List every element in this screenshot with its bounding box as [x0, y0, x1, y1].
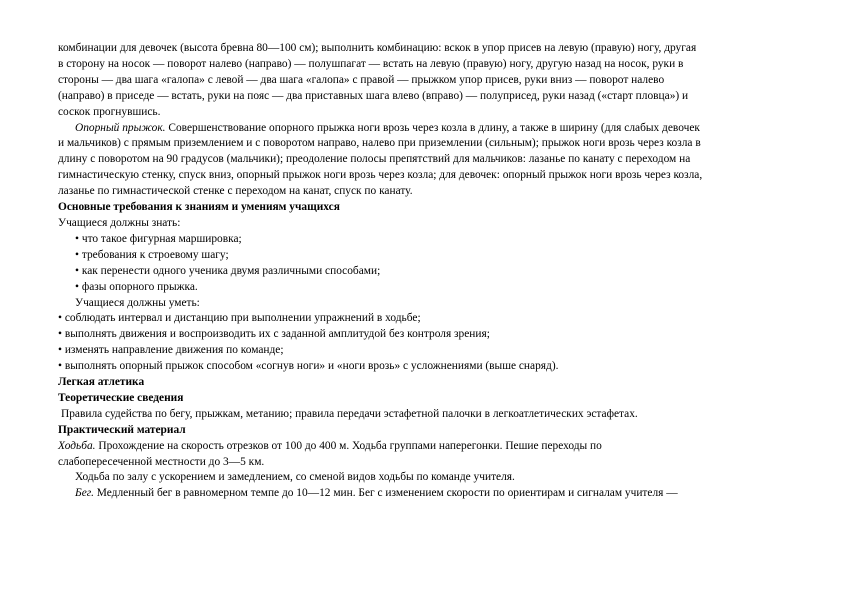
text-line: гимнастическую стенку, спуск вниз, опорный прыжок ноги врозь через козла; для девочек: опорный прыжок ноги врозь через козла,	[58, 169, 703, 182]
text-line: в сторону на носок — поворот налево (направо) — полушпагат — встать на левую (правую) ногу, другую назад на носок, руки в	[58, 57, 684, 70]
walking-hall-text: Ходьба по залу с ускорением и замедлением, со сменой видов ходьбы по команде учителя.	[75, 471, 515, 484]
list-item: • соблюдать интервал и дистанцию при выполнении упражнений в ходьбе;	[58, 312, 421, 325]
gymnastics-combination-paragraph	[58, 41, 786, 121]
vault-lead: Опорный прыжок.	[75, 121, 166, 134]
theory-text: Правила судейства по бегу, прыжкам, метанию; правила передачи эстафетной палочки в легкоатлетических эстафетах.	[61, 407, 638, 420]
running-text: Медленный бег в равномерном темпе до 10—12 мин. Бег с изменением скорости по ориентирам и сигналам учителя —	[93, 487, 678, 500]
athletics-heading: Легкая атлетика	[58, 376, 145, 389]
list-item: • требования к строевому шагу;	[75, 248, 229, 261]
vault-text: Совершенствование опорного прыжка ноги врозь через козла в длину, а также в ширину (для слабых девочек	[165, 121, 700, 134]
list-item: • выполнять движения и воспроизводить их с заданной амплитудой без контроля зрения;	[58, 328, 490, 341]
can-intro: Учащиеся должны уметь:	[75, 296, 200, 309]
practice-heading: Практический материал	[58, 423, 186, 436]
text-line: стороны — два шага «галопа» с левой — два шага «галопа» с правой — прыжком упор присев, руки вниз — поворот налево	[58, 73, 665, 86]
walking-text: Прохождение на скорость отрезков от 100 до 400 м. Ходьба группами наперегонки. Пешие переходы по	[95, 439, 602, 452]
list-item: • что такое фигурная маршировка;	[75, 232, 242, 245]
list-item: • фазы опорного прыжка.	[75, 280, 198, 293]
list-item: • как перенести одного ученика двумя различными способами;	[75, 264, 381, 277]
text-line	[58, 439, 786, 455]
know-list	[58, 232, 786, 296]
theory-heading: Теоретические сведения	[58, 391, 184, 404]
text-line: и мальчиков) с прямым приземлением и с поворотом направо, налево при приземлении (сильным); прыжок ноги врозь через козла в	[58, 137, 701, 150]
text-line: комбинации для девочек (высота бревна 80—100 см); выполнить комбинацию: вскок в упор присев на левую (правую) ногу, другая	[58, 42, 697, 54]
know-intro: Учащиеся должны знать:	[58, 216, 181, 229]
text-line: слабопересеченной местности до 3—5 км.	[58, 455, 265, 468]
text-line: (направо) в приседе — встать, руки на пояс — два приставных шага влево (вправо) — полуприсед, руки назад («старт пловца») и	[58, 89, 689, 102]
vault-paragraph	[58, 121, 786, 201]
document-page	[58, 41, 786, 502]
running-lead: Бег.	[75, 487, 94, 500]
list-item: • изменять направление движения по команде;	[58, 344, 284, 357]
list-item: • выполнять опорный прыжок способом «согнув ноги» и «ноги врозь» с усложнениями (выше снаряд).	[58, 360, 559, 373]
text-line: длину с поворотом на 90 градусов (мальчики); преодоление полосы препятствий для мальчиков: лазанье по канату с переходом на	[58, 153, 691, 166]
can-list	[58, 311, 786, 375]
walking-paragraph	[58, 439, 786, 471]
requirements-heading: Основные требования к знаниям и умениям учащихся	[58, 201, 340, 214]
text-line: лазанье по гимнастической стенке с переходом на канат, спуск по канату.	[58, 185, 413, 198]
text-line	[58, 121, 786, 137]
running-paragraph	[58, 486, 786, 502]
walking-lead: Ходьба.	[58, 439, 96, 452]
text-line: соскок прогнувшись.	[58, 105, 161, 118]
